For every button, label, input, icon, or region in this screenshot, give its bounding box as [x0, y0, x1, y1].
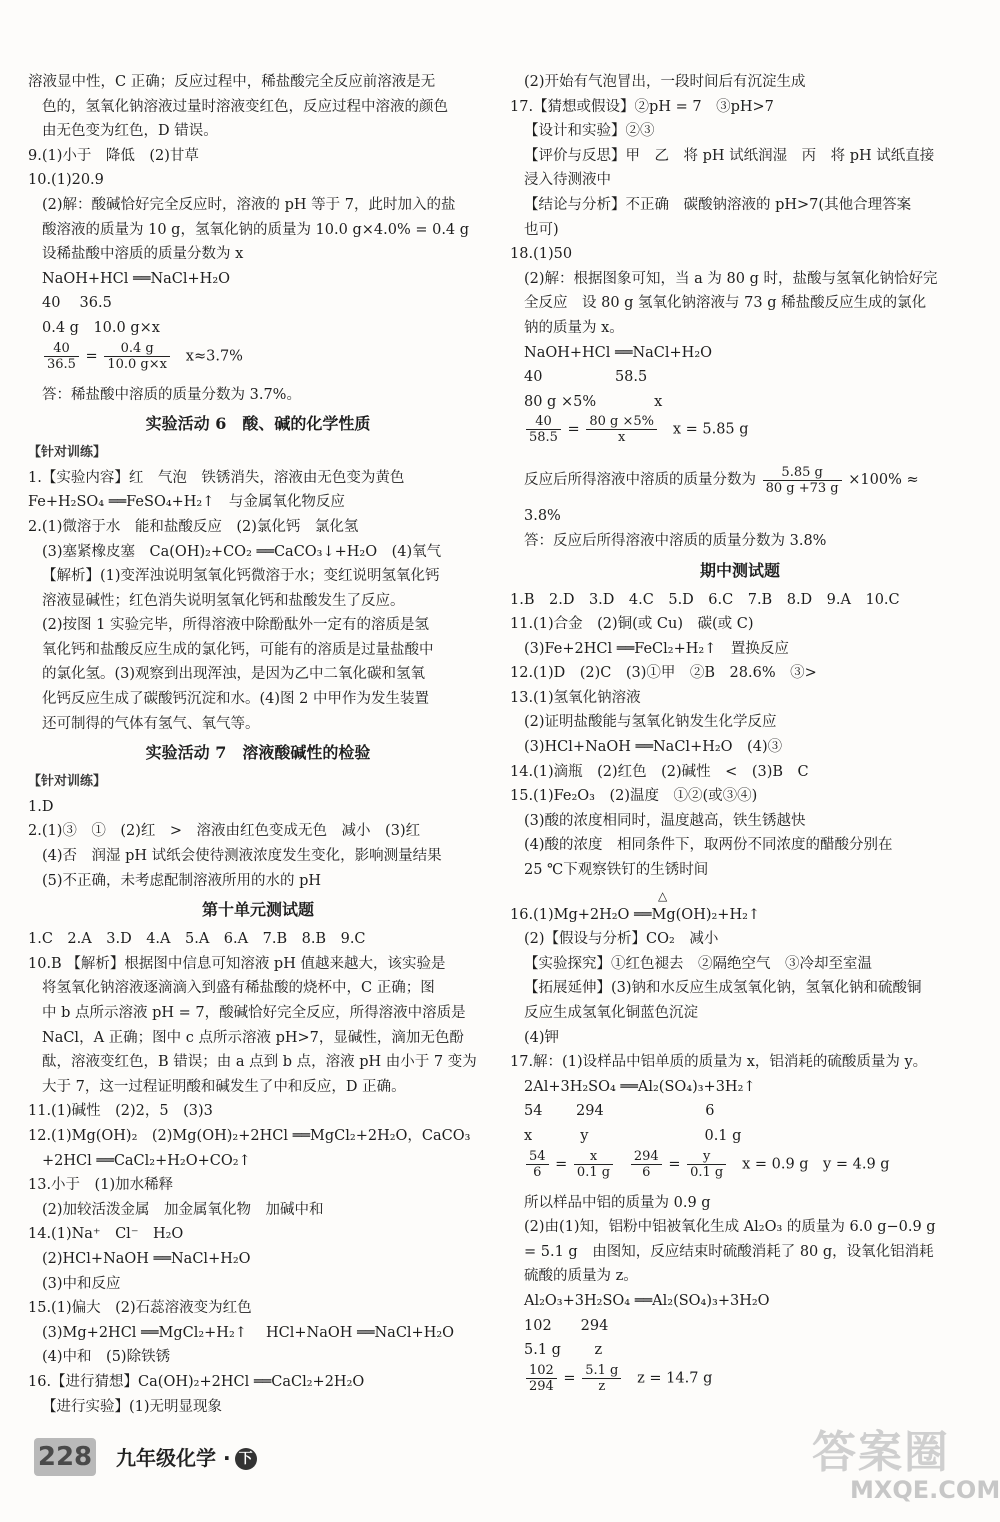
fraction: [631, 1149, 662, 1180]
numerator: 54: [526, 1149, 549, 1165]
text-line: (2)开始有气泡冒出，一段时间后有沉淀生成: [524, 74, 806, 90]
text-line: 【设计和实验】②③: [524, 123, 655, 140]
fraction: [44, 341, 79, 372]
fraction: [574, 1149, 613, 1180]
equation-row: 0.4 g 10.0 g×x: [42, 319, 160, 336]
equation-row: 80 g ×5% x: [524, 393, 663, 410]
equation-row: 54 294 6: [524, 1103, 715, 1120]
text-line: NaCl，A 正确；图中 c 点所示溶液 pH>7，显碱性，滴加无色酚: [42, 1029, 464, 1046]
watermark-url: MXQE.COM: [850, 1476, 1000, 1504]
proportion-equation: $\frac{40}{36.5}$ = $\frac{0.4 g}{10.0 g\times x}$ x≈3.7%: [28, 341, 488, 383]
text-line: 1.【实验内容】红 气泡 铁锈消失，溶液由无色变为黄色: [28, 469, 405, 486]
text-line: 25 ℃下观察铁钉的生锈时间: [524, 862, 709, 879]
watermark-logo: 答案圈: [812, 1427, 950, 1478]
denominator: 6: [642, 1164, 651, 1180]
text-line: (2)加较活泼金属 加金属氧化物 加碱中和: [42, 1201, 324, 1218]
text-line: 酞，溶液变红色，B 错误；由 a 点到 b 点，溶液 pH 由小于 7 变为: [42, 1054, 477, 1071]
fraction: [582, 1363, 621, 1394]
right-column: [510, 70, 970, 1405]
text-line: 13.(1)氢氧化钠溶液: [510, 689, 641, 706]
text-line: 【评价与反思】甲 乙 将 pH 试纸润湿 丙 将 pH 试纸直接: [524, 147, 935, 164]
text-line: 10.B 【解析】根据图中信息可知溶液 pH 值越来越大，该实验是: [28, 955, 446, 972]
text-line: 中 b 点所示溶液 pH = 7，酸碱恰好完全反应，所得溶液中溶质是: [42, 1005, 466, 1021]
equation-result: ×100% ≈: [848, 472, 919, 489]
numerator: 80 g ×5%: [586, 414, 657, 430]
text-line: 11.(1)碱性 (2)2，5 (3)3: [28, 1103, 213, 1120]
text-line: 【结论与分析】不正确 碳酸钠溶液的 pH>7(其他合理答案: [524, 196, 912, 213]
text-line: 全反应 设 80 g 氢氧化钠溶液与 73 g 稀盐酸反应生成的氯化: [524, 295, 927, 312]
answer-statement: 答：稀盐酸中溶质的质量分数为 3.7%。: [42, 386, 301, 403]
reaction-condition: △: [658, 888, 668, 903]
text-line: 【解析】(1)变浑浊说明氢氧化钙微溶于水；变红说明氢氧化钙: [42, 568, 440, 585]
text-line: 所以样品中铝的质量为 0.9 g: [524, 1194, 711, 1211]
equation-row: 40 58.5: [524, 369, 648, 386]
left-column: [28, 70, 488, 1419]
text-line: 16.(1)Mg+2H₂O ══Mg(OH)₂+H₂↑: [510, 906, 761, 923]
text-line: 化钙反应生成了碳酸钙沉淀和水。(4)图 2 中甲作为发生装置: [42, 691, 429, 708]
fraction: [763, 465, 842, 496]
text-line: 16.【进行猜想】Ca(OH)₂+2HCl ══CaCl₂+2H₂O: [28, 1373, 365, 1390]
text-line: 17.【猜想或假设】②pH = 7 ③pH>7: [510, 98, 774, 115]
denominator: 0.1 g: [690, 1164, 724, 1180]
denominator: 36.5: [47, 356, 76, 372]
text-line: (3)HCl+NaOH ══NaCl+H₂O (4)③: [524, 739, 783, 756]
text-line: 1.B 2.D 3.D 4.C 5.D 6.C 7.B 8.D 9.A 10.C: [510, 591, 900, 608]
answer-q10: 10.(1)20.9: [28, 172, 104, 189]
equation-result: x = 0.9 g y = 4.9 g: [742, 1156, 890, 1173]
fraction: [526, 1149, 549, 1180]
numerator: 5.85 g: [763, 465, 842, 481]
denominator: 6: [533, 1164, 542, 1180]
volume-badge: 下: [235, 1448, 257, 1470]
equation: NaOH+HCl ══NaCl+H₂O: [42, 270, 231, 287]
numerator: 294: [631, 1149, 662, 1165]
equation-result: z = 14.7 g: [637, 1370, 713, 1387]
book-title: [116, 1442, 257, 1471]
text-line: 由无色变为红色，D 错误。: [42, 123, 218, 140]
denominator: 58.5: [529, 430, 558, 446]
denominator: 10.0 g×x: [107, 356, 167, 372]
text-line: 大于 7，这一过程证明酸和碱发生了中和反应，D 正确。: [42, 1078, 406, 1095]
page-number: 228: [34, 1438, 96, 1476]
text-line: 色的，氢氧化钠溶液过量时溶液变红色，反应过程中溶液的颜色: [42, 98, 448, 115]
text-line: 酸溶液的质量为 10 g，氢氧化钠的质量为 10.0 g×4.0% = 0.4 g: [42, 221, 470, 238]
text-line: (2)解：酸碱恰好完全反应时，溶液的 pH 等于 7，此时加入的盐: [42, 196, 456, 213]
text-line: (3)塞紧橡皮塞 Ca(OH)₂+CO₂ ══CaCO₃↓+H₂O (4)氧气: [42, 543, 442, 560]
text-line: 【拓展延伸】(3)钠和水反应生成氢氧化钠，氢氧化钠和硫酸铜: [524, 980, 922, 997]
text-line: (3)Fe+2HCl ══FeCl₂+H₂↑ 置换反应: [524, 640, 789, 657]
practice-tag: 【针对训练】: [28, 774, 107, 790]
text-line: 浸入待测液中: [524, 172, 611, 189]
page-footer: [34, 1434, 474, 1480]
numerator: y: [687, 1149, 726, 1165]
numerator: 102: [526, 1363, 557, 1379]
text-line: 14.(1)滴瓶 (2)红色 (2)碱性 < (3)B C: [510, 763, 809, 780]
text-line: 也可): [524, 221, 559, 238]
equation: Al₂O₃+3H₂SO₄ ══Al₂(SO₄)₃+3H₂O: [524, 1292, 770, 1309]
equation-row: 5.1 g z: [524, 1342, 603, 1359]
text-line: (2)解：根据图象可知，当 a 为 80 g 时，盐酸与氢氧化钠恰好完: [524, 270, 938, 287]
text-line: (2)按图 1 实验完毕，所得溶液中除酚酞外一定有的溶质是氢: [42, 617, 429, 634]
text-line: 11.(1)合金 (2)铜(或 Cu) 碳(或 C): [510, 616, 754, 633]
denominator: x: [617, 430, 626, 446]
denominator: z: [598, 1378, 606, 1394]
text-line: 反应生成氢氧化铜蓝色沉淀: [524, 1005, 698, 1021]
text-line: 1.C 2.A 3.D 4.A 5.A 6.A 7.B 8.B 9.C: [28, 931, 366, 948]
section-heading: 实验活动 7 溶液酸碱性的检验: [145, 743, 371, 763]
text-line: 还可制得的气体有氢气、氧气等。: [42, 715, 260, 732]
numerator: 40: [44, 341, 79, 357]
watermark: [806, 1416, 1000, 1516]
text-line: 12.(1)Mg(OH)₂ (2)Mg(OH)₂+2HCl ══MgCl₂+2H₂O，CaCO₃: [28, 1127, 471, 1144]
text-line: 3.8%: [524, 508, 561, 525]
fraction: [687, 1149, 726, 1180]
text-line: 溶液显碱性；红色消失说明氢氧化钙和盐酸发生了反应。: [42, 592, 405, 609]
text-line: (3)中和反应: [42, 1275, 121, 1292]
text-line: 将氢氧化钠溶液逐滴滴入到盛有稀盐酸的烧杯中，C 正确；图: [42, 980, 435, 997]
text-line: (2)由(1)知，铝粉中铝被氧化生成 Al₂O₃ 的质量为 6.0 g−0.9 g: [524, 1219, 936, 1236]
fraction: [526, 1363, 557, 1394]
fraction: [104, 341, 170, 372]
section-heading: 第十单元测试题: [201, 900, 314, 920]
text-line: 硫酸的质量为 z。: [524, 1268, 638, 1285]
proportion-equation: $\frac{54}{6}$ = $\frac{x}{0.1 g}$ $\frac{294}{6}$ = $\frac{y}{0.1 g}$ x = 0.9 g y = 4.9 g: [510, 1149, 970, 1191]
text-line: 2.(1)微溶于水 能和盐酸反应 (2)氯化钙 氯化氢: [28, 518, 359, 535]
book-title-text: 九年级化学 ·: [116, 1446, 231, 1470]
numerator: 40: [526, 414, 561, 430]
mass-fraction-equation: [510, 456, 970, 504]
text-line: 钠的质量为 x。: [524, 319, 624, 336]
equation-result: x≈3.7%: [185, 348, 243, 365]
text-line: (4)否 润湿 pH 试纸会使待测液浓度发生变化，影响测量结果: [42, 848, 442, 865]
denominator: 80 g +73 g: [765, 480, 839, 496]
denominator: 0.1 g: [576, 1164, 611, 1180]
text-line: = 5.1 g 由图知，反应结束时硫酸消耗了 80 g，设氧化铝消耗: [524, 1243, 934, 1260]
text-line: (3)Mg+2HCl ══MgCl₂+H₂↑ HCl+NaOH ══NaCl+H₂O: [42, 1324, 455, 1341]
text-line: 溶液显中性，C 正确；反应过程中，稀盐酸完全反应前溶液是无: [28, 74, 436, 90]
text-line: (4)中和 (5)除铁锈: [42, 1349, 171, 1366]
fraction: [526, 414, 561, 445]
text-line: 氧化钙和盐酸反应生成的氯化钙，可能有的溶质是过量盐酸中: [42, 641, 434, 658]
text-line: 17.解：(1)设样品中铝单质的质量为 x，铝消耗的硫酸质量为 y。: [510, 1054, 928, 1071]
text-line: 1.D: [28, 798, 54, 815]
text-line: +2HCl ══CaCl₂+H₂O+CO₂↑: [42, 1152, 251, 1169]
equation-row: x y 0.1 g: [524, 1127, 742, 1144]
text-line: 15.(1)Fe₂O₃ (2)温度 ①②(或③④): [510, 788, 758, 805]
text-line: (2)证明盐酸能与氢氧化钠发生化学反应: [524, 714, 777, 731]
text-line: (5)不正确，未考虑配制溶液所用的水的 pH: [42, 872, 322, 889]
proportion-equation: $\frac{102}{294}$ = $\frac{5.1 g}{z}$ z = 14.7 g: [510, 1363, 970, 1405]
text-line: 反应后所得溶液中溶质的质量分数为: [524, 472, 756, 489]
denominator: 294: [529, 1378, 554, 1394]
answer-q9: 9.(1)小于 降低 (2)甘草: [28, 147, 199, 164]
equation: 2Al+3H₂SO₄ ══Al₂(SO₄)₃+3H₂↑: [524, 1078, 756, 1095]
numerator: 5.1 g: [582, 1363, 621, 1379]
section-heading: 期中测试题: [699, 560, 780, 580]
text-line: 13.小于 (1)加水稀释: [28, 1177, 174, 1194]
text-line: (3)酸的浓度相同时，温度越高，铁生锈越快: [524, 812, 806, 829]
equation-result: x = 5.85 g: [672, 421, 749, 438]
text-line: 18.(1)50: [510, 246, 573, 263]
text-line: 设稀盐酸中溶质的质量分数为 x: [42, 246, 244, 263]
fraction: [586, 414, 657, 445]
text-line: 15.(1)偏大 (2)石蕊溶液变为红色: [28, 1300, 252, 1317]
text-line: (2)HCl+NaOH ══NaCl+H₂O: [42, 1250, 251, 1267]
text-line: (4)钾: [524, 1029, 560, 1046]
text-line: 【实验探究】①红色褪去 ②隔绝空气 ③冷却至室温: [524, 955, 872, 972]
equation-row: 40 36.5: [42, 295, 112, 312]
equation-row: 102 294: [524, 1317, 609, 1334]
section-heading: 实验活动 6 酸、碱的化学性质: [145, 414, 371, 434]
text-line: 【进行实验】(1)无明显现象: [42, 1398, 223, 1415]
text-line: 12.(1)D (2)C (3)①甲 ②B 28.6% ③>: [510, 665, 817, 682]
numerator: 0.4 g: [104, 341, 170, 357]
practice-tag: 【针对训练】: [28, 445, 107, 461]
text-line: 的氯化氢。(3)观察到出现浑浊，是因为乙中二氧化碳和氢氧: [42, 666, 426, 683]
proportion-equation: $\frac{40}{58.5}$ = $\frac{80 g \times 5\%}{x}$ x = 5.85 g: [510, 414, 970, 456]
answer-statement: 答：反应后所得溶液中溶质的质量分数为 3.8%: [524, 532, 827, 549]
numerator: x: [574, 1149, 613, 1165]
equation: Fe+H₂SO₄ ══FeSO₄+H₂↑ 与金属氧化物反应: [28, 494, 345, 511]
text-line: (2)【假设与分析】CO₂ 减小: [524, 931, 719, 948]
text-line: 14.(1)Na⁺ Cl⁻ H₂O: [28, 1226, 184, 1243]
equation: NaOH+HCl ══NaCl+H₂O: [524, 344, 713, 361]
text-line: 2.(1)③ ① (2)红 > 溶液由红色变成无色 减小 (3)红: [28, 823, 421, 840]
text-line: (4)酸的浓度 相同条件下，取两份不同浓度的醋酸分别在: [524, 837, 893, 854]
